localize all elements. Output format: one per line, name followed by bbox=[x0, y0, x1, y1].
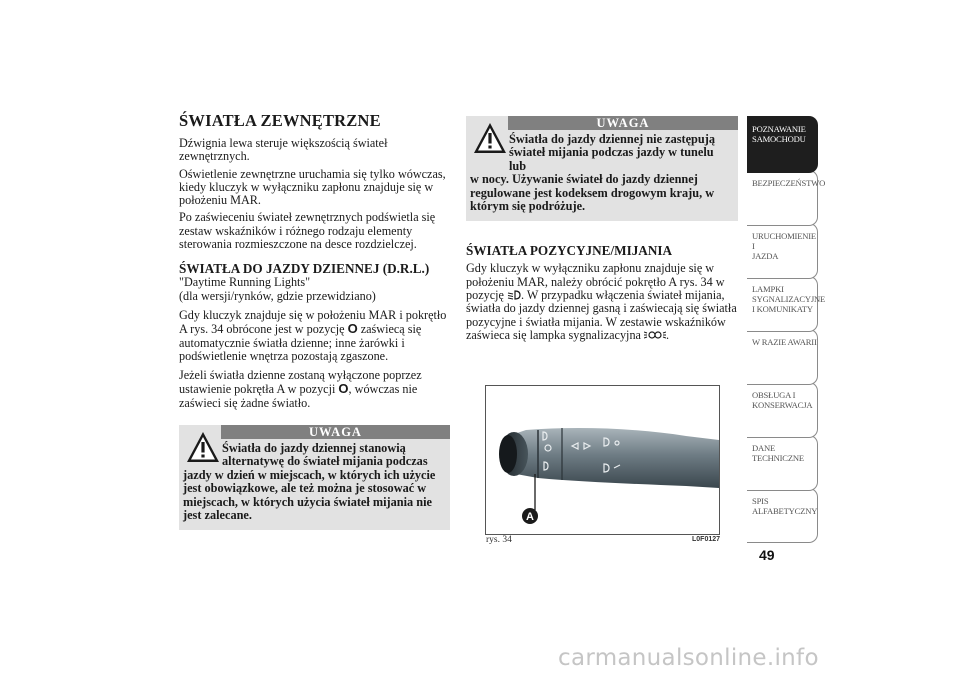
paragraph: Dźwignia lewa steruje większością świateł zewnętrznych. bbox=[179, 136, 388, 164]
warning-label: UWAGA bbox=[221, 425, 450, 439]
drl-subtitle-note: (dla wersji/rynków, gdzie przewidziano) bbox=[179, 288, 376, 303]
left-column bbox=[179, 112, 450, 530]
page-number: 49 bbox=[759, 547, 775, 563]
paragraph: Gdy kluczyk znajduje się w położeniu MAR i pokrętło A rys. 34 obrócone jest w pozycję O zaświecą się automatycznie światła dzienne; inne żarówki i podświetlenie wnętrza pozostają zgaszone. bbox=[179, 307, 447, 363]
section-title: ŚWIATŁA ZEWNĘTRZNE bbox=[179, 111, 381, 130]
paragraph: Gdy kluczyk w wyłączniku zapłonu znajduje się w położeniu MAR, należy obrócić pokrętło A rys. 34 w pozycję . W przypadku włączenia świateł mijania, światła do jazdy dziennej gasną i zaświecają się światła pozycyjne i światła mijania. W zestawie wskaźników zaświeca się lampka sygnalizacyjna . bbox=[466, 261, 737, 342]
chapter-tab[interactable]: BEZPIECZEŃSTWO bbox=[747, 170, 818, 226]
right-column bbox=[466, 116, 738, 346]
chapter-tab[interactable]: DANE TECHNICZNE bbox=[747, 435, 818, 491]
paragraph: Oświetlenie zewnętrzne uruchamia się tylko wówczas, kiedy kluczyk w wyłączniku zapłonu znajduje się w położeniu MAR. bbox=[179, 166, 446, 208]
chapter-tab[interactable]: SPIS ALFABETYCZNY bbox=[747, 488, 818, 543]
warning-text: Światła do jazdy dziennej stanowią alternatywę do świateł mijania podczas jazdy w dzień w miejscach, w których ich użycie jest obowiązkowe, ale też można je stosować w miejscach, w których użycia świateł mijania nie jest zalecane. bbox=[183, 441, 436, 523]
low-beam-icon bbox=[507, 290, 521, 300]
drl-subtitle: "Daytime Running Lights" bbox=[179, 275, 311, 290]
warning-box bbox=[466, 116, 738, 221]
chapter-tab[interactable]: OBSŁUGA I KONSERWACJA bbox=[747, 382, 818, 438]
chapter-tabs bbox=[747, 116, 826, 543]
off-position-symbol: O bbox=[347, 321, 358, 337]
light-switch-stalk-image bbox=[486, 386, 719, 534]
off-position-symbol: O bbox=[338, 381, 349, 397]
warning-text: Światła do jazdy dziennej nie zastępują świateł mijania podczas jazdy w tunelu lub w nocy. Używanie świateł do jazdy dziennej regulowane jest kodeksem drogowym kraju, w którym się podróżuje. bbox=[470, 132, 715, 214]
position-lights-icon bbox=[644, 330, 666, 340]
chapter-tab[interactable]: POZNAWANIE SAMOCHODU bbox=[747, 116, 818, 173]
lever-illustration bbox=[485, 385, 720, 535]
warning-triangle-icon bbox=[473, 122, 507, 154]
chapter-tab[interactable]: URUCHOMIENIE I JAZDA bbox=[747, 223, 818, 279]
figure-caption: rys. 34 bbox=[486, 535, 512, 545]
watermark: carmanualsonline.info bbox=[558, 645, 819, 671]
callout-letter-a: A bbox=[526, 511, 534, 523]
warning-triangle-icon bbox=[186, 431, 220, 463]
warning-label: UWAGA bbox=[508, 116, 738, 130]
paragraph: Jeżeli światła dzienne zostaną wyłączone poprzez ustawienie pokrętła A w pozycji O, wówczas nie zaświeci się żadne światło. bbox=[179, 368, 422, 410]
paragraph: Po zaświeceniu świateł zewnętrznych podświetla się zestaw wskaźników i różnego rodzaju elementy sterowania rozmieszczone na desce rozdzielczej. bbox=[179, 210, 436, 252]
chapter-tab[interactable]: LAMPKI SYGNALIZACYJNE I KOMUNIKATY bbox=[747, 276, 818, 332]
chapter-tab[interactable]: W RAZIE AWARII bbox=[747, 329, 818, 385]
warning-box bbox=[179, 425, 450, 530]
position-lights-heading: ŚWIATŁA POZYCYJNE/MIJANIA bbox=[466, 243, 673, 259]
drl-heading: ŚWIATŁA DO JAZDY DZIENNEJ (D.R.L.) bbox=[179, 261, 430, 277]
figure-code: L0F0127 bbox=[692, 536, 721, 543]
